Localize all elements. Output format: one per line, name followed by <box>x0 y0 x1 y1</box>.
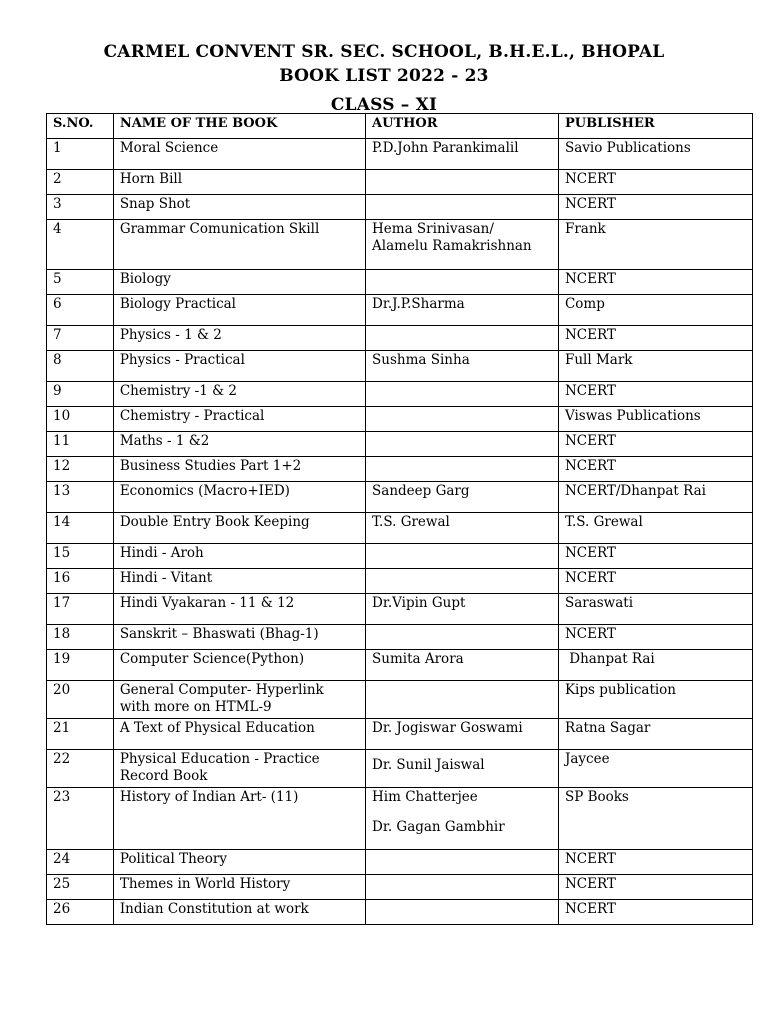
cell-author <box>366 482 559 513</box>
cell-publisher: NCERT <box>558 544 752 569</box>
book-name-line: Double Entry Book Keeping <box>119 514 310 530</box>
table-row <box>47 900 753 925</box>
cell-author <box>366 750 559 788</box>
table-row <box>47 195 753 220</box>
cell-author <box>366 270 559 295</box>
cell-book-name <box>113 270 365 295</box>
table-row <box>47 270 753 295</box>
author-line: Sumita Arora <box>372 651 464 667</box>
author-line: Sushma Sinha <box>372 352 470 368</box>
table-row <box>47 139 753 170</box>
cell-sno: 6 <box>47 295 114 326</box>
book-name-line: Snap Shot <box>119 196 191 212</box>
cell-publisher: Savio Publications <box>558 139 752 170</box>
table-row <box>47 569 753 594</box>
cell-publisher: NCERT <box>558 432 752 457</box>
author-line: Dr. Sunil Jaiswal <box>372 757 485 773</box>
book-name-line: Hindi - Vitant <box>119 570 213 586</box>
cell-publisher: Frank <box>558 220 752 270</box>
cell-sno: 8 <box>47 351 114 382</box>
cell-publisher: NCERT <box>558 170 752 195</box>
table-row <box>47 650 753 681</box>
cell-sno: 21 <box>47 719 114 750</box>
cell-publisher: Comp <box>558 295 752 326</box>
cell-publisher: NCERT <box>558 457 752 482</box>
cell-sno: 18 <box>47 625 114 650</box>
cell-sno: 11 <box>47 432 114 457</box>
cell-author <box>366 650 559 681</box>
book-name-line: General Computer- Hyperlink <box>119 682 324 698</box>
cell-publisher: NCERT <box>558 850 752 875</box>
cell-book-name <box>113 788 365 850</box>
cell-sno: 26 <box>47 900 114 925</box>
cell-author <box>366 295 559 326</box>
book-name-line: Political Theory <box>119 851 227 867</box>
cell-book-name <box>113 850 365 875</box>
book-name-line: Business Studies Part 1+2 <box>119 458 302 474</box>
book-name-line: Chemistry - Practical <box>119 408 265 424</box>
cell-sno: 15 <box>47 544 114 569</box>
author-line: Alamelu Ramakrishnan <box>372 238 532 254</box>
cell-book-name <box>113 457 365 482</box>
cell-author <box>366 625 559 650</box>
cell-book-name <box>113 407 365 432</box>
cell-publisher: NCERT <box>558 195 752 220</box>
cell-author <box>366 407 559 432</box>
cell-author <box>366 594 559 625</box>
cell-author <box>366 681 559 719</box>
table-row <box>47 432 753 457</box>
cell-sno: 20 <box>47 681 114 719</box>
book-name-line: Indian Constitution at work <box>119 901 309 917</box>
cell-publisher: NCERT <box>558 875 752 900</box>
cell-author <box>366 569 559 594</box>
cell-sno: 22 <box>47 750 114 788</box>
cell-author <box>366 326 559 351</box>
cell-book-name <box>113 544 365 569</box>
table-row <box>47 850 753 875</box>
cell-book-name <box>113 719 365 750</box>
cell-sno: 19 <box>47 650 114 681</box>
cell-sno: 9 <box>47 382 114 407</box>
cell-sno: 2 <box>47 170 114 195</box>
cell-sno: 23 <box>47 788 114 850</box>
cell-book-name <box>113 139 365 170</box>
author-line: Dr. Jogiswar Goswami <box>372 720 523 736</box>
cell-book-name <box>113 594 365 625</box>
author-line: Dr.J.P.Sharma <box>372 296 465 312</box>
class-title: CLASS – XI <box>330 95 438 115</box>
cell-author <box>366 900 559 925</box>
table-row <box>47 407 753 432</box>
author-line: Hema Srinivasan/ <box>372 221 494 237</box>
book-name-line: A Text of Physical Education <box>119 720 315 736</box>
table-row <box>47 544 753 569</box>
cell-book-name <box>113 295 365 326</box>
book-name-line: Biology <box>119 271 171 287</box>
table-row <box>47 788 753 850</box>
cell-author <box>366 457 559 482</box>
book-name-line: Horn Bill <box>119 171 183 187</box>
cell-book-name <box>113 625 365 650</box>
table-row <box>47 750 753 788</box>
cell-publisher: NCERT <box>558 900 752 925</box>
table-row <box>47 220 753 270</box>
book-name-line: Record Book <box>119 768 208 784</box>
cell-book-name <box>113 195 365 220</box>
cell-publisher: NCERT <box>558 382 752 407</box>
cell-publisher: T.S. Grewal <box>558 513 752 544</box>
cell-book-name <box>113 900 365 925</box>
author-line: Dr. Gagan Gambhir <box>372 819 505 835</box>
book-name-line: Physics - Practical <box>119 352 245 368</box>
book-name-line: Physical Education - Practice <box>119 751 320 767</box>
book-name-line: Computer Science(Python) <box>119 651 305 667</box>
cell-sno: 7 <box>47 326 114 351</box>
table-row <box>47 513 753 544</box>
cell-publisher: NCERT <box>558 270 752 295</box>
author-line: Sandeep Garg <box>372 483 470 499</box>
book-name-line: Themes in World History <box>119 876 291 892</box>
cell-book-name <box>113 382 365 407</box>
column-header-publisher: PUBLISHER <box>558 114 752 139</box>
table-row <box>47 457 753 482</box>
cell-sno: 14 <box>47 513 114 544</box>
book-name-line: Maths - 1 &2 <box>119 433 210 449</box>
cell-publisher: NCERT <box>558 625 752 650</box>
cell-publisher: Full Mark <box>558 351 752 382</box>
cell-publisher: NCERT <box>558 326 752 351</box>
book-name-line: Grammar Comunication Skill <box>119 221 320 237</box>
cell-publisher: SP Books <box>558 788 752 850</box>
cell-book-name <box>113 432 365 457</box>
table-body <box>47 139 753 925</box>
author-line: Dr.Vipin Gupt <box>372 595 466 611</box>
cell-sno: 17 <box>47 594 114 625</box>
table-header-row <box>47 114 753 139</box>
school-name: CARMEL CONVENT SR. SEC. SCHOOL, B.H.E.L., BHOPAL <box>103 42 665 62</box>
cell-sno: 1 <box>47 139 114 170</box>
cell-sno: 16 <box>47 569 114 594</box>
book-name-line: Chemistry -1 & 2 <box>119 383 238 399</box>
cell-publisher: Kips publication <box>558 681 752 719</box>
cell-author <box>366 850 559 875</box>
cell-author <box>366 719 559 750</box>
book-name-line: Moral Science <box>119 140 219 156</box>
cell-publisher: Dhanpat Rai <box>558 650 752 681</box>
cell-author <box>366 195 559 220</box>
cell-publisher: Jaycee <box>558 750 752 788</box>
cell-author <box>366 788 559 850</box>
book-list-title: BOOK LIST 2022 - 23 <box>279 66 489 86</box>
cell-book-name <box>113 650 365 681</box>
cell-book-name <box>113 326 365 351</box>
cell-sno: 13 <box>47 482 114 513</box>
cell-publisher: Saraswati <box>558 594 752 625</box>
book-name-line: Sanskrit – Bhaswati (Bhag-1) <box>119 626 319 642</box>
column-header-book: NAME OF THE BOOK <box>113 114 365 139</box>
cell-book-name <box>113 569 365 594</box>
cell-book-name <box>113 482 365 513</box>
table-row <box>47 382 753 407</box>
cell-sno: 25 <box>47 875 114 900</box>
table-row <box>47 719 753 750</box>
column-header-author: AUTHOR <box>366 114 559 139</box>
cell-author <box>366 513 559 544</box>
cell-book-name <box>113 750 365 788</box>
table-row <box>47 295 753 326</box>
cell-book-name <box>113 681 365 719</box>
book-name-line: Physics - 1 & 2 <box>119 327 222 343</box>
cell-book-name <box>113 875 365 900</box>
cell-sno: 5 <box>47 270 114 295</box>
book-name-line: History of Indian Art- (11) <box>119 789 299 805</box>
cell-publisher: Ratna Sagar <box>558 719 752 750</box>
book-name-line: Biology Practical <box>119 296 236 312</box>
table-row <box>47 625 753 650</box>
cell-publisher: Viswas Publications <box>558 407 752 432</box>
author-line: Him Chatterjee <box>372 789 478 805</box>
cell-author <box>366 382 559 407</box>
column-header-sno: S.NO. <box>47 114 114 139</box>
cell-sno: 4 <box>47 220 114 270</box>
table-row <box>47 326 753 351</box>
cell-publisher: NCERT <box>558 569 752 594</box>
cell-book-name <box>113 351 365 382</box>
cell-sno: 3 <box>47 195 114 220</box>
cell-book-name <box>113 170 365 195</box>
book-name-line: Hindi - Aroh <box>119 545 204 561</box>
cell-publisher: NCERT/Dhanpat Rai <box>558 482 752 513</box>
cell-author <box>366 351 559 382</box>
table-row <box>47 681 753 719</box>
book-name-line: with more on HTML-9 <box>119 699 272 715</box>
cell-author <box>366 170 559 195</box>
author-line: T.S. Grewal <box>372 514 450 530</box>
cell-author <box>366 432 559 457</box>
cell-sno: 10 <box>47 407 114 432</box>
table-row <box>47 482 753 513</box>
table-row <box>47 594 753 625</box>
cell-author <box>366 220 559 270</box>
cell-sno: 12 <box>47 457 114 482</box>
cell-author <box>366 875 559 900</box>
author-line: P.D.John Parankimalil <box>372 140 519 156</box>
book-name-line: Economics (Macro+IED) <box>119 483 290 499</box>
cell-book-name <box>113 220 365 270</box>
cell-book-name <box>113 513 365 544</box>
cell-sno: 24 <box>47 850 114 875</box>
table-row <box>47 170 753 195</box>
book-list-table <box>46 113 753 925</box>
cell-author <box>366 544 559 569</box>
book-name-line: Hindi Vyakaran - 11 & 12 <box>119 595 295 611</box>
cell-author <box>366 139 559 170</box>
table-row <box>47 351 753 382</box>
table-row <box>47 875 753 900</box>
